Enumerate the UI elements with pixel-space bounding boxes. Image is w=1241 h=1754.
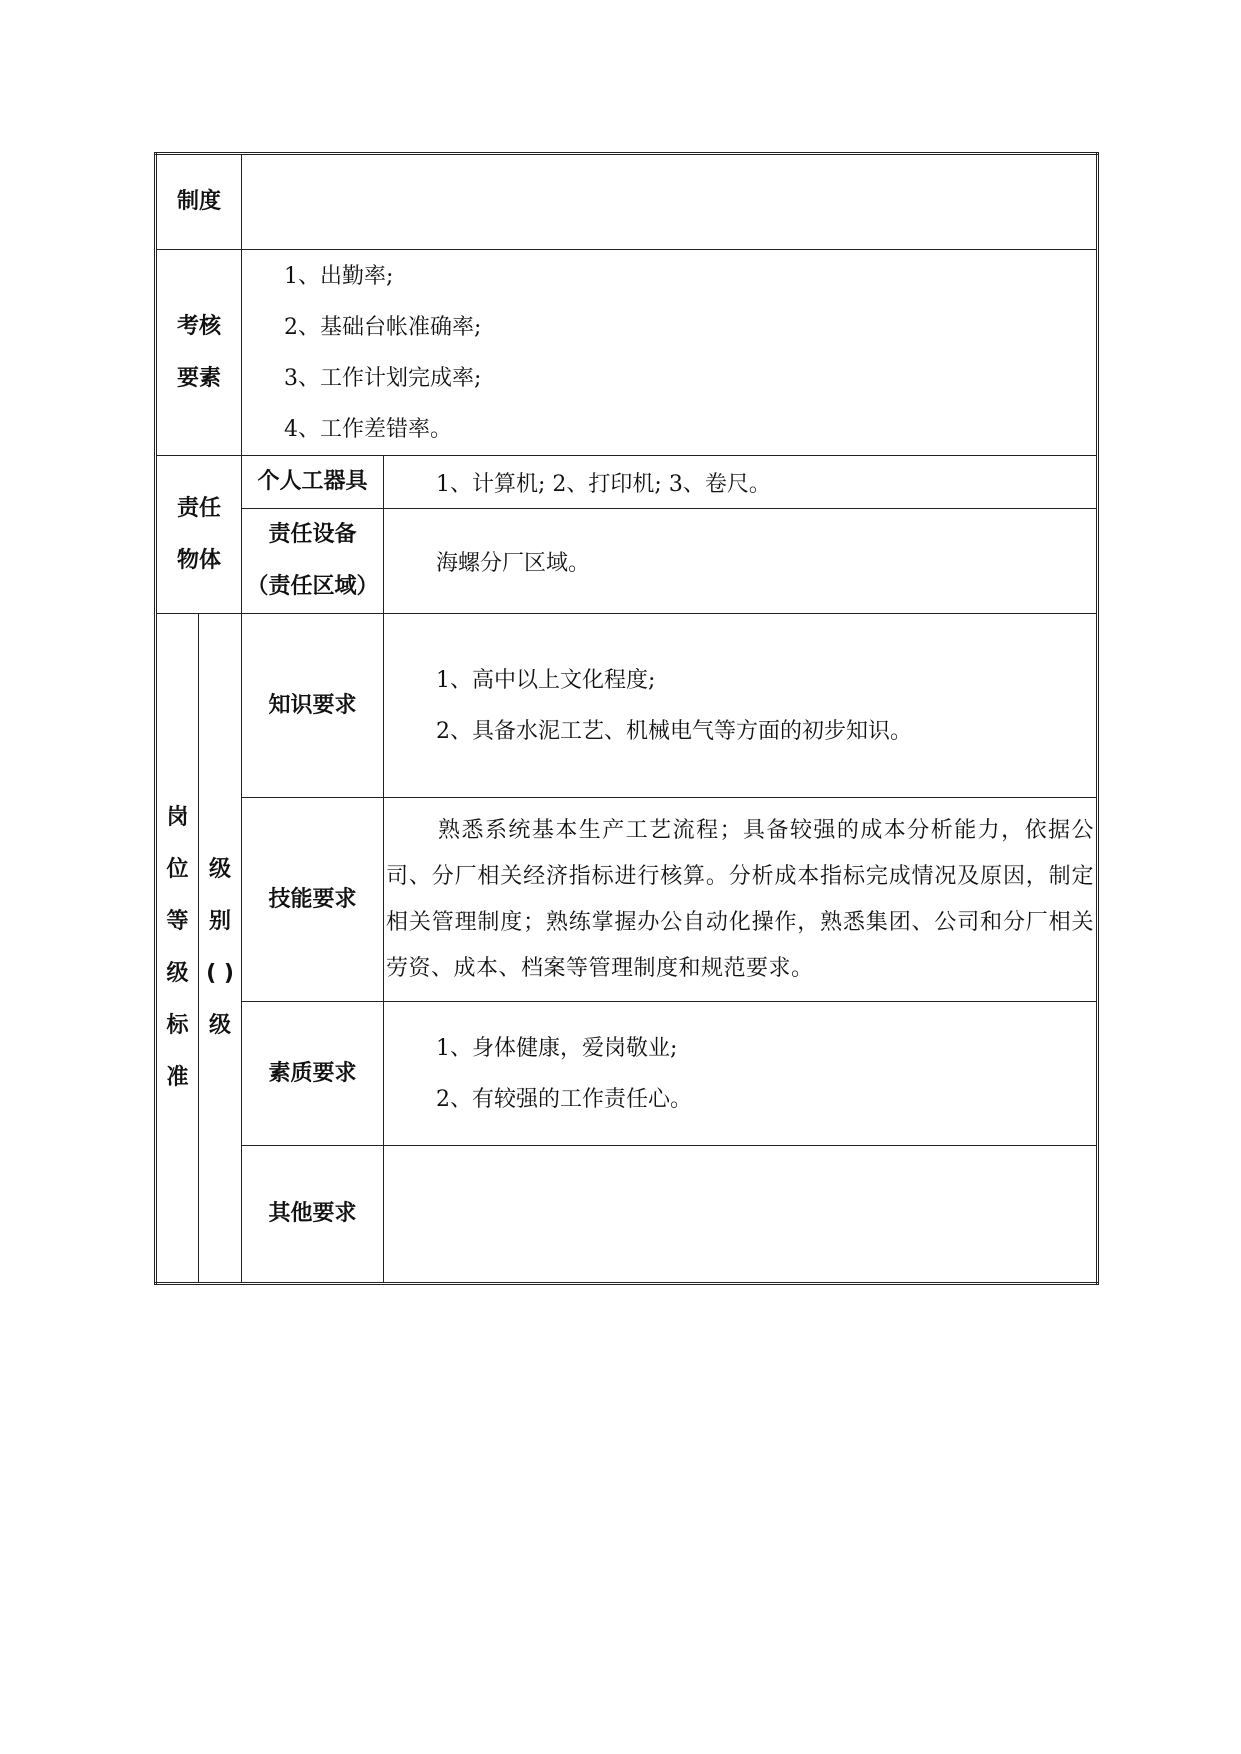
quality-label: 素质要求 [242,1002,384,1146]
skills-label: 技能要求 [242,798,384,1002]
post-standard-char: 岗 [166,805,189,830]
assessment-label [156,250,242,456]
other-label: 其他要求 [242,1146,384,1284]
quality-row [156,1002,1098,1146]
skills-row [156,798,1098,1002]
post-standard-char: 标 [166,1013,189,1038]
equipment-label [242,509,384,614]
level-char: 级 [209,857,232,882]
responsibility-label [156,456,242,614]
post-standard-char: 级 [166,961,189,986]
post-standard-label [156,614,199,1284]
assessment-item: 4、工作差错率。 [284,416,453,442]
system-row [156,154,1098,250]
knowledge-content [384,614,1098,798]
skills-content: 熟悉系统基本生产工艺流程；具备较强的成本分析能力，依据公司、分厂相关经济指标进行核算。分析成本指标完成情况及原因，制定相关管理制度；熟练掌握办公自动化操作，熟悉集团、公司和分厂相关劳资、成本、档案等管理制度和规范要求。 [384,798,1098,1002]
tools-row [156,456,1098,509]
assessment-label-line2: 要素 [177,365,222,391]
assessment-content [242,250,1098,456]
knowledge-item: 1、高中以上文化程度; [436,667,656,693]
equipment-row [156,509,1098,614]
tools-label: 个人工器具 [242,456,384,509]
other-content [384,1146,1098,1284]
equipment-label-line2: （责任区域） [246,574,379,599]
quality-item: 2、有较强的工作责任心。 [436,1086,693,1112]
other-row [156,1146,1098,1284]
equipment-label-line1: 责任设备 [268,522,357,547]
assessment-label-line1: 考核 [177,313,222,339]
system-label: 制度 [156,154,242,250]
assessment-item: 3、工作计划完成率; [284,365,482,391]
knowledge-item: 2、具备水泥工艺、机械电气等方面的初步知识。 [436,718,913,744]
quality-content [384,1002,1098,1146]
responsibility-label-line1: 责任 [177,495,222,521]
level-label [199,614,242,1284]
equipment-value: 海螺分厂区域。 [384,509,1098,614]
responsibility-label-line2: 物体 [177,547,222,573]
post-standard-char: 准 [166,1065,189,1090]
post-standard-char: 位 [166,857,189,882]
level-char: 别 [209,909,232,934]
assessment-item: 1、出勤率; [284,263,394,289]
post-standard-char: 等 [166,909,189,934]
knowledge-row [156,614,1098,798]
level-char: 级 [209,1013,232,1038]
quality-item: 1、身体健康，爱岗敬业; [436,1035,678,1061]
tools-value: 1、计算机; 2、打印机; 3、卷尺。 [384,456,1098,509]
level-char: ( ) [206,961,234,986]
assessment-row [156,250,1098,456]
assessment-item: 2、基础台帐准确率; [284,314,482,340]
job-description-table [154,152,1099,1285]
system-content [242,154,1098,250]
knowledge-label: 知识要求 [242,614,384,798]
